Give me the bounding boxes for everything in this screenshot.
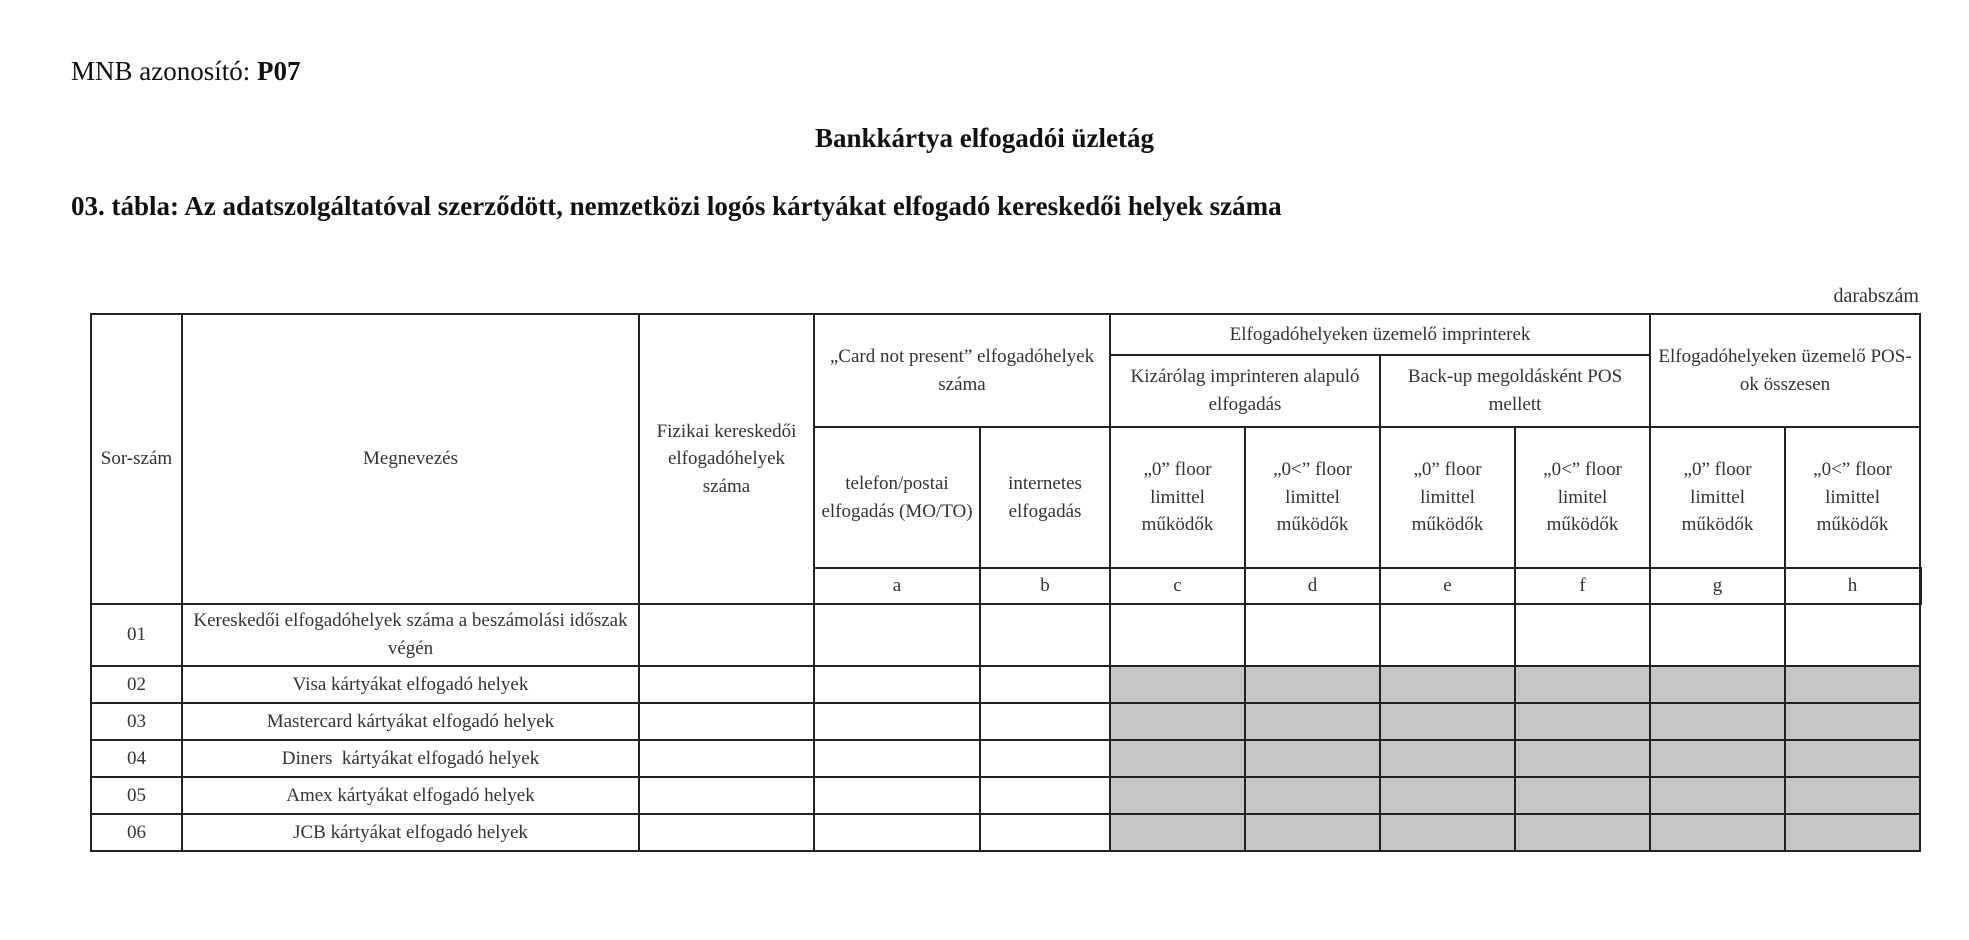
input-cell[interactable] (1515, 604, 1650, 666)
disabled-cell (1515, 777, 1650, 814)
mnb-label: MNB azonosító: (71, 56, 251, 86)
input-cell[interactable] (639, 604, 814, 666)
header-backup: Back-up megoldásként POS mellett (1380, 355, 1650, 427)
header-internet: internetes elfogadás (980, 427, 1110, 568)
column-letter: g (1650, 568, 1785, 604)
header-d: „0” floor limittel működők (1110, 427, 1245, 568)
input-cell[interactable] (980, 604, 1110, 666)
column-letter: b (980, 568, 1110, 604)
input-cell[interactable] (814, 740, 980, 777)
disabled-cell (1650, 703, 1785, 740)
disabled-cell (1380, 666, 1515, 703)
column-letter: h (1785, 568, 1920, 604)
header-g: „0<” floor limitel működők (1515, 427, 1650, 568)
disabled-cell (1110, 666, 1245, 703)
disabled-cell (1785, 703, 1920, 740)
input-cell[interactable] (639, 777, 814, 814)
disabled-cell (1515, 703, 1650, 740)
header-e: „0<” floor limittel működők (1245, 427, 1380, 568)
column-letter: c (1110, 568, 1245, 604)
input-cell[interactable] (814, 666, 980, 703)
header-f: „0” floor limittel működők (1380, 427, 1515, 568)
table-row (91, 666, 1921, 703)
table-row (91, 604, 1921, 666)
input-cell[interactable] (814, 604, 980, 666)
disabled-cell (1515, 814, 1650, 851)
input-cell[interactable] (814, 814, 980, 851)
row-number: 02 (91, 666, 182, 703)
row-label: Mastercard kártyákat elfogadó helyek (182, 703, 639, 740)
column-letter (1920, 568, 1921, 604)
disabled-cell (1245, 814, 1380, 851)
row-number: 06 (91, 814, 182, 851)
disabled-cell (1380, 777, 1515, 814)
mnb-identifier (71, 56, 301, 87)
disabled-cell (1380, 703, 1515, 740)
row-number: 01 (91, 604, 182, 666)
disabled-cell (1785, 777, 1920, 814)
disabled-cell (1650, 814, 1785, 851)
disabled-cell (1785, 666, 1920, 703)
input-cell[interactable] (814, 777, 980, 814)
input-cell[interactable] (639, 703, 814, 740)
column-letter: e (1380, 568, 1515, 604)
row-label: Visa kártyákat elfogadó helyek (182, 666, 639, 703)
disabled-cell (1245, 703, 1380, 740)
input-cell[interactable] (980, 740, 1110, 777)
row-label: Kereskedői elfogadóhelyek száma a beszámolási időszak végén (182, 604, 639, 666)
disabled-cell (1515, 740, 1650, 777)
disabled-cell (1785, 814, 1920, 851)
disabled-cell (1245, 740, 1380, 777)
disabled-cell (1650, 740, 1785, 777)
mnb-code: P07 (257, 56, 301, 86)
column-letter: f (1515, 568, 1650, 604)
input-cell[interactable] (980, 777, 1110, 814)
header-card-not-present: „Card not present” elfogadóhelyek száma (814, 314, 1110, 427)
header-imprinter: Elfogadóhelyeken üzemelő imprinterek (1110, 314, 1650, 355)
input-cell[interactable] (639, 740, 814, 777)
table-row (91, 740, 1921, 777)
input-cell[interactable] (980, 814, 1110, 851)
row-number: 04 (91, 740, 182, 777)
table-row (91, 703, 1921, 740)
header-sorszam: Sor-szám (91, 314, 182, 604)
input-cell[interactable] (980, 703, 1110, 740)
page-title: Bankkártya elfogadói üzletág (814, 123, 1154, 153)
input-cell[interactable] (639, 814, 814, 851)
input-cell[interactable] (1650, 604, 1785, 666)
disabled-cell (1110, 814, 1245, 851)
disabled-cell (1380, 740, 1515, 777)
disabled-cell (1515, 666, 1650, 703)
row-label: JCB kártyákat elfogadó helyek (182, 814, 639, 851)
data-table (90, 313, 1922, 852)
column-letter: d (1245, 568, 1380, 604)
input-cell[interactable] (1785, 604, 1920, 666)
disabled-cell (1785, 740, 1920, 777)
header-h: „0” floor limittel működők (1650, 427, 1785, 568)
input-cell[interactable] (639, 666, 814, 703)
header-kizarolag: Kizárólag imprinteren alapuló elfogadás (1110, 355, 1380, 427)
row-label: Diners kártyákat elfogadó helyek (182, 740, 639, 777)
header-fizikai: Fizikai kereskedői elfogadóhelyek száma (639, 314, 814, 604)
disabled-cell (1110, 740, 1245, 777)
input-cell[interactable] (1110, 604, 1245, 666)
disabled-cell (1245, 777, 1380, 814)
disabled-cell (1110, 703, 1245, 740)
header-telefon: telefon/postai elfogadás (MO/TO) (814, 427, 980, 568)
input-cell[interactable] (980, 666, 1110, 703)
disabled-cell (1650, 777, 1785, 814)
table-row (91, 777, 1921, 814)
disabled-cell (1245, 666, 1380, 703)
row-number: 05 (91, 777, 182, 814)
table-title: 03. tábla: Az adatszolgáltatóval szerződött, nemzetközi logós kártyákat elfogadó kereskedői helyek száma (71, 191, 1282, 221)
unit-label: darabszám (1833, 285, 1919, 307)
header-pos: Elfogadóhelyeken üzemelő POS-ok összesen (1650, 314, 1920, 427)
header-megnevezes: Megnevezés (182, 314, 639, 604)
disabled-cell (1650, 666, 1785, 703)
row-label: Amex kártyákat elfogadó helyek (182, 777, 639, 814)
header-i: „0<” floor limittel működők (1785, 427, 1920, 568)
input-cell[interactable] (814, 703, 980, 740)
input-cell[interactable] (1245, 604, 1380, 666)
column-letter: a (814, 568, 980, 604)
disabled-cell (1110, 777, 1245, 814)
disabled-cell (1380, 814, 1515, 851)
row-number: 03 (91, 703, 182, 740)
input-cell[interactable] (1380, 604, 1515, 666)
table-row (91, 814, 1921, 851)
